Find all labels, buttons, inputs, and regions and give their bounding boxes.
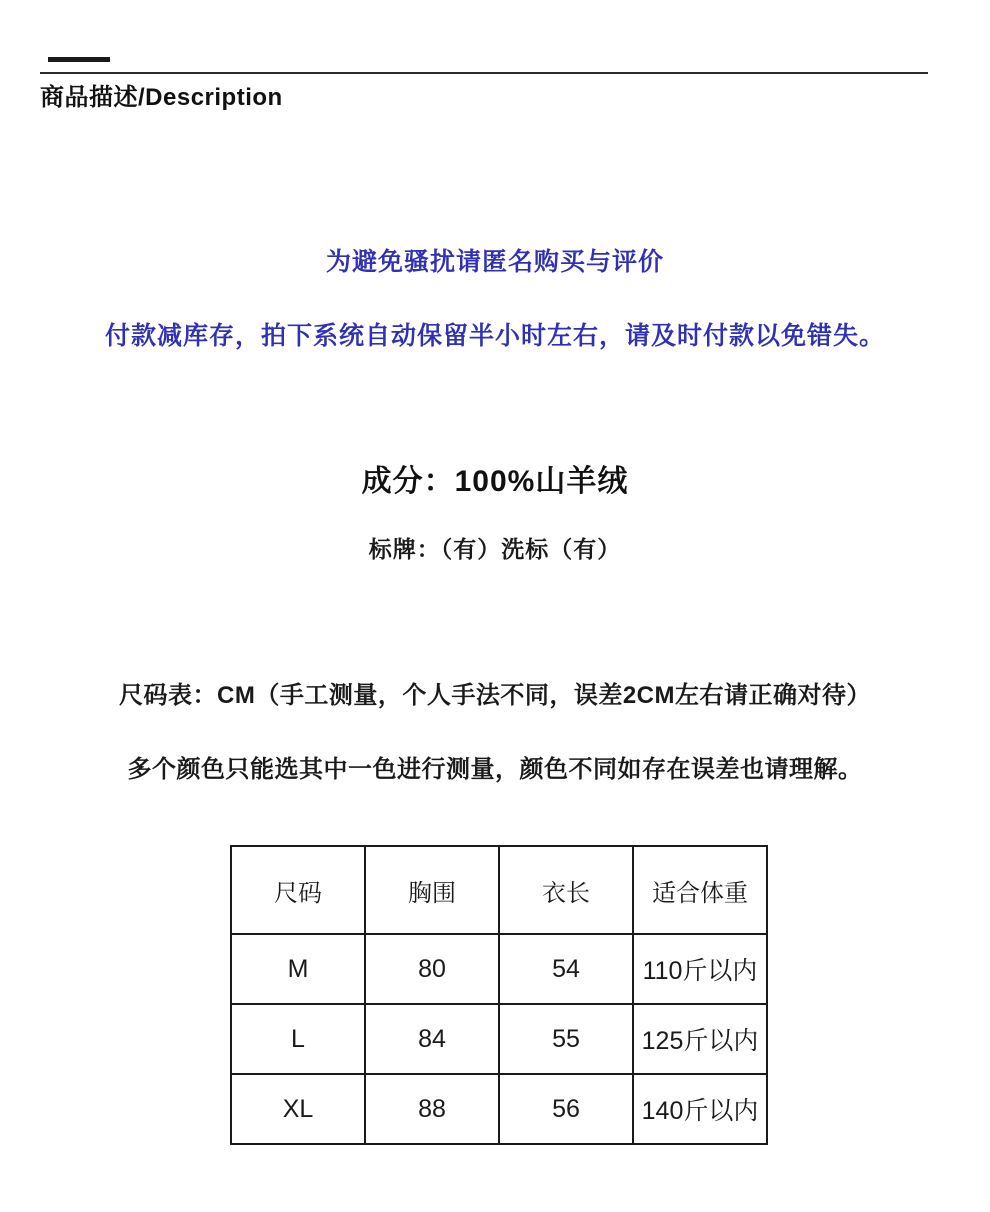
header-length: 衣长 bbox=[499, 846, 633, 934]
size-measurement-note: 尺码表：CM（手工测量，个人手法不同，误差2CM左右请正确对待） bbox=[119, 682, 871, 709]
cell-size-m: M bbox=[231, 934, 365, 1004]
accent-bar bbox=[48, 57, 110, 62]
size-color-note: 多个颜色只能选其中一色进行测量，颜色不同如存在误差也请理解。 bbox=[127, 756, 863, 783]
payment-stock-notice: 付款减库存，拍下系统自动保留半小时左右，请及时付款以免错失。 bbox=[104, 322, 885, 350]
cell-size-l: L bbox=[231, 1004, 365, 1074]
header-bust: 胸围 bbox=[365, 846, 499, 934]
size-chart-table bbox=[230, 845, 768, 1145]
cell-length-xl: 56 bbox=[499, 1074, 633, 1144]
section-divider-line bbox=[40, 72, 928, 74]
labels-text: 标牌：（有）洗标（有） bbox=[368, 536, 622, 562]
table-row bbox=[231, 1074, 767, 1144]
cell-bust-m: 80 bbox=[365, 934, 499, 1004]
cell-size-xl: XL bbox=[231, 1074, 365, 1144]
header-size: 尺码 bbox=[231, 846, 365, 934]
anonymous-purchase-notice: 为避免骚扰请匿名购买与评价 bbox=[325, 248, 664, 276]
table-row bbox=[231, 934, 767, 1004]
cell-length-l: 55 bbox=[499, 1004, 633, 1074]
composition-text: 成分：100%山羊绒 bbox=[361, 465, 629, 498]
page-title: 商品描述/Description bbox=[40, 84, 283, 111]
header-weight: 适合体重 bbox=[633, 846, 767, 934]
table-row bbox=[231, 1004, 767, 1074]
cell-weight-l: 125斤以内 bbox=[633, 1004, 767, 1074]
size-table-header-row bbox=[231, 846, 767, 934]
cell-weight-m: 110斤以内 bbox=[633, 934, 767, 1004]
cell-weight-xl: 140斤以内 bbox=[633, 1074, 767, 1144]
cell-length-m: 54 bbox=[499, 934, 633, 1004]
cell-bust-xl: 88 bbox=[365, 1074, 499, 1144]
cell-bust-l: 84 bbox=[365, 1004, 499, 1074]
